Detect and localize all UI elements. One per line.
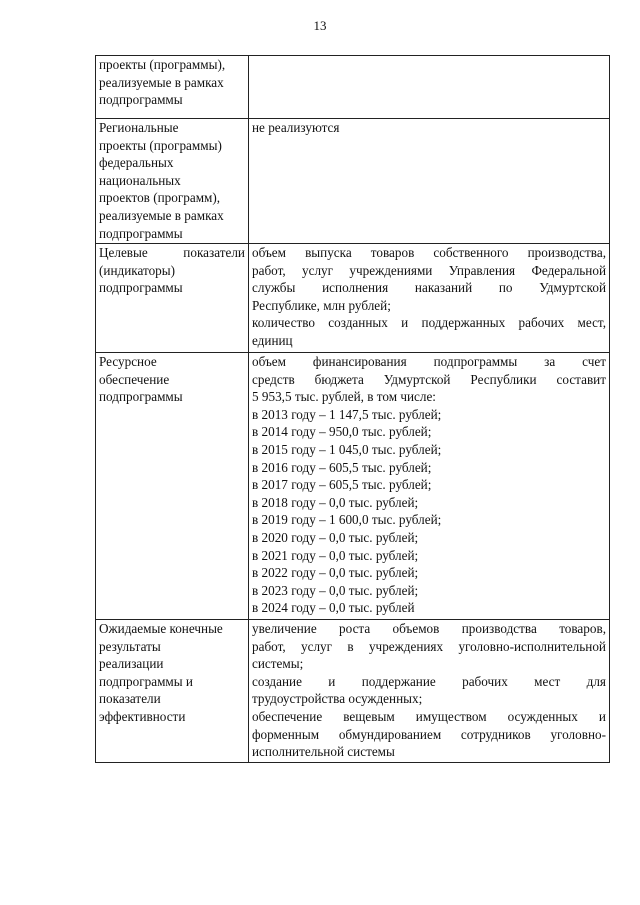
cell-label-line: реализуемые в рамках — [99, 207, 224, 223]
row-value-projects — [249, 56, 610, 119]
cell-value-line: в 2017 году – 605,5 тыс. рублей; — [252, 477, 432, 493]
cell-value-line: в 2023 году – 0,0 тыс. рублей; — [252, 582, 419, 598]
cell-label-line: проекты (программы) — [99, 137, 222, 153]
cell-label-line: Ресурсное — [99, 354, 157, 369]
cell-value-line: в 2016 году – 605,5 тыс. рублей; — [252, 459, 432, 475]
cell-label-line: подпрограммы — [99, 280, 183, 296]
cell-value-line: Республике, млн рублей; — [252, 297, 391, 313]
table-row — [96, 119, 610, 244]
cell-value-line: работ, услуг в учреждениях уголовно-исполнительной — [252, 638, 606, 654]
row-label-resource-support — [96, 353, 249, 620]
row-label-regional-projects — [96, 119, 249, 244]
row-value-regional-projects — [249, 119, 610, 244]
cell-label-line: проектов (программ), — [99, 190, 221, 206]
cell-label-line: федеральных — [99, 155, 174, 171]
row-value-resource-support — [249, 353, 610, 620]
cell-value-line: исполнительной системы — [252, 744, 395, 760]
cell-label-line: подпрограммы и — [99, 673, 193, 689]
cell-value-line: средств бюджета Удмуртской Республики составит — [252, 371, 606, 387]
cell-value-line: 5 953,5 тыс. рублей, в том числе: — [252, 389, 436, 405]
cell-label-line: проекты (программы), — [99, 57, 226, 72]
row-label-projects — [96, 56, 249, 119]
cell-label-line: подпрограммы — [99, 389, 183, 405]
cell-value-line: в 2018 году – 0,0 тыс. рублей; — [252, 494, 419, 510]
cell-value-line: количество созданных и поддержанных рабочих мест, — [252, 315, 606, 331]
table-row — [96, 244, 610, 353]
cell-value-line: в 2021 году – 0,0 тыс. рублей; — [252, 547, 419, 563]
table-row — [96, 56, 610, 119]
cell-label-line: обеспечение — [99, 371, 170, 387]
cell-value-line: в 2022 году – 0,0 тыс. рублей; — [252, 565, 419, 581]
cell-label-line: Ожидаемые конечные — [99, 621, 223, 636]
row-value-expected-results — [249, 620, 610, 763]
cell-value-line: увеличение роста объемов производства товаров, — [252, 621, 606, 636]
cell-label-line: результаты — [99, 638, 161, 654]
page-number: 13 — [313, 18, 327, 33]
cell-value-line: службы исполнения наказаний по Удмуртской — [252, 280, 606, 296]
cell-label-line: показатели — [99, 691, 161, 707]
cell-value-line: трудоустройства осужденных; — [252, 691, 423, 707]
cell-label-line: реализуемые в рамках — [99, 74, 224, 90]
cell-label-line: Целевые показатели — [99, 245, 245, 260]
cell-value-line: объем выпуска товаров собственного производства, — [252, 245, 606, 260]
cell-label-line: национальных — [99, 172, 181, 188]
cell-value-line: в 2024 году – 0,0 тыс. рублей — [252, 600, 415, 616]
cell-label-line: подпрограммы — [99, 92, 183, 108]
cell-label-line: реализации — [99, 656, 164, 672]
cell-value-line: системы; — [252, 656, 304, 672]
cell-value-line: в 2014 году – 950,0 тыс. рублей; — [252, 424, 432, 440]
row-label-target-indicators — [96, 244, 249, 353]
cell-value-line: обеспечение вещевым имуществом осужденных и — [252, 708, 606, 724]
cell-value-line: создание и поддержание рабочих мест для — [252, 673, 606, 689]
row-value-target-indicators — [249, 244, 610, 353]
subprogram-passport-table — [95, 55, 610, 763]
cell-value-line: работ, услуг учреждениями Управления Федеральной — [252, 262, 606, 278]
cell-value-line: единиц — [252, 332, 293, 348]
cell-value-line: в 2020 году – 0,0 тыс. рублей; — [252, 529, 419, 545]
cell-label-line: эффективности — [99, 708, 186, 724]
cell-value-line: форменным обмундированием сотрудников уголовно- — [252, 726, 606, 742]
table-row — [96, 353, 610, 620]
cell-value-line: объем финансирования подпрограммы за счет — [252, 354, 606, 369]
cell-label-line: (индикаторы) — [99, 262, 176, 278]
table-row — [96, 620, 610, 763]
cell-label-line: Региональные — [99, 120, 179, 135]
cell-label-line: подпрограммы — [99, 225, 183, 241]
cell-value-line: в 2013 году – 1 147,5 тыс. рублей; — [252, 406, 442, 422]
cell-value-line: в 2015 году – 1 045,0 тыс. рублей; — [252, 441, 442, 457]
row-label-expected-results — [96, 620, 249, 763]
cell-value-line: не реализуются — [252, 120, 340, 135]
cell-value-line: в 2019 году – 1 600,0 тыс. рублей; — [252, 512, 442, 528]
